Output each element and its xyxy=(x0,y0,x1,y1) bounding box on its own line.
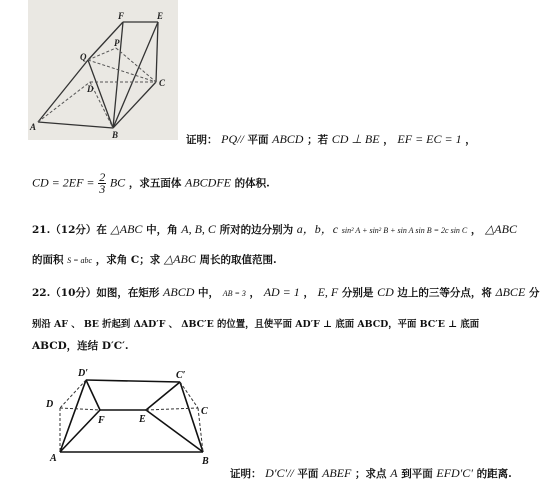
label-b: B xyxy=(112,130,119,140)
edge-eb xyxy=(113,22,158,128)
label-f: F xyxy=(98,415,105,426)
p20-line1: 证明： PQ// 平面 ABCD ；若 CD ⊥ BE ， EF = EC = 1 ， xyxy=(186,132,476,146)
edge-eb xyxy=(146,410,203,452)
edge-ab xyxy=(38,122,113,128)
label-c: C xyxy=(159,78,166,88)
p20-line2: CD = 2EF = $\frac{2}{3}$ BC ，求五面体 ABCDFE 的体积. xyxy=(32,170,270,196)
edge-d1f xyxy=(86,380,100,410)
label-d: D xyxy=(87,84,94,94)
p22-line1: 22.（10分）如图，在矩形 ABCD 中， AB = 3 ， AD = 1 ， E, F 分别是 CD 边上的三等分点，将 ΔBCE 分 xyxy=(32,285,540,299)
label-q: Q xyxy=(80,52,87,62)
edge-ec xyxy=(146,408,198,410)
label-b: B xyxy=(202,456,209,467)
pentahedron-diagram xyxy=(28,0,178,140)
edge-d1a xyxy=(60,380,86,452)
folded-rectangle-diagram xyxy=(38,360,228,472)
edge-df xyxy=(60,408,100,410)
label-d: D xyxy=(46,399,54,410)
label-e: E xyxy=(157,11,164,21)
edge-bc xyxy=(113,82,156,128)
edge-fa xyxy=(60,410,100,452)
edge-c1c xyxy=(180,382,198,408)
edge-qc xyxy=(88,60,156,82)
p22-line2: 别沿 AF 、 BE 折起到 ΔAD′F 、 ΔBC′E 的位置，且使平面 AD′F ⊥ 底面 ABCD，平面 BC′E ⊥ 底面 xyxy=(32,319,480,330)
p21-line2: 的面积 S = abc ，求角 C；求 △ABC 周长的取值范围. xyxy=(32,252,277,266)
edge-ad xyxy=(38,82,90,122)
label-d-prime: D′ xyxy=(78,368,89,379)
edge-d1d xyxy=(60,380,86,408)
edge-qa xyxy=(38,60,88,122)
label-c: C xyxy=(201,406,208,417)
figure-folded-rectangle xyxy=(38,360,228,472)
label-c-prime: C′ xyxy=(176,370,186,381)
figure-pentahedron xyxy=(28,0,178,140)
edge-ec xyxy=(156,22,158,82)
edge-c1b xyxy=(180,382,203,452)
fraction-two-thirds: $\frac{2}{3}$ xyxy=(99,170,106,196)
edge-qp xyxy=(88,48,116,60)
edge-d1c1 xyxy=(86,380,180,382)
label-e: E xyxy=(139,414,146,425)
label-a: A xyxy=(50,453,57,464)
edge-qb xyxy=(88,60,113,128)
edge-pc xyxy=(116,48,156,82)
p21-line1: 21.（12分）在 △ABC 中，角 A, B, C 所对的边分别为 a，b，c sin² A + sin² B + sin A sin B = 2c sin C ， △ABC xyxy=(32,222,517,236)
edge-c1e xyxy=(146,382,180,410)
label-p: P xyxy=(114,38,120,48)
label-f: F xyxy=(118,11,125,21)
p22-line3: ABCD，连结 D′C′. xyxy=(32,340,129,352)
p22-proof-line: 证明： D′C′// 平面 ABEF ；求点 A 到平面 EFD′C′ 的距离. xyxy=(230,466,512,480)
label-a: A xyxy=(30,122,37,132)
